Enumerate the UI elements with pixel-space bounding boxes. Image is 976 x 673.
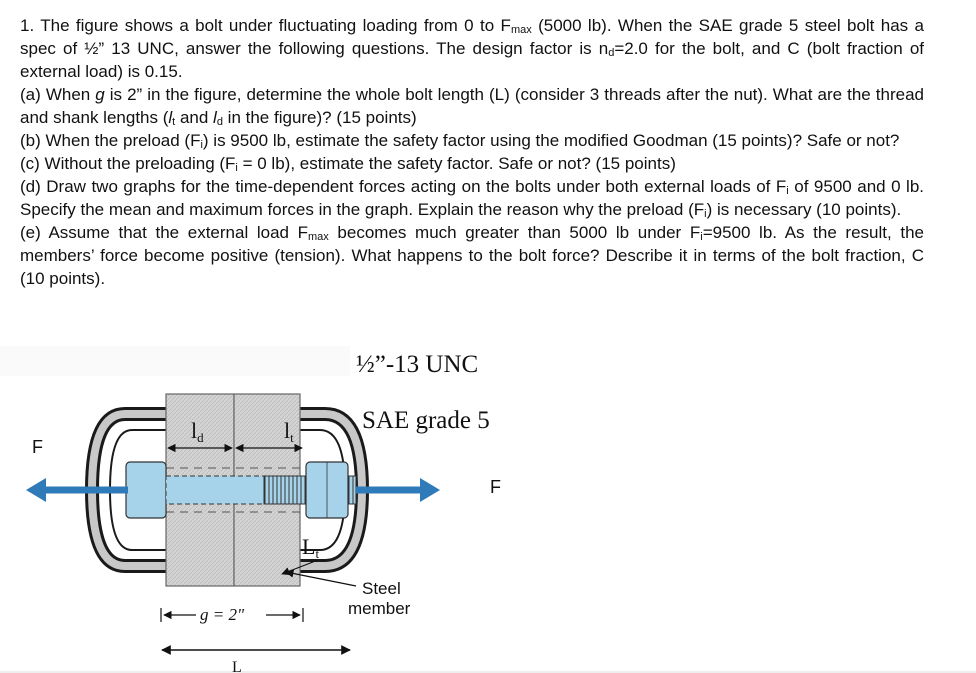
lt-label: lt <box>284 418 294 445</box>
background-smudge <box>0 346 350 376</box>
question-c: (c) Without the preloading ($F_i = 0$ lb), estimate the safety factor. Safe or not? (15 points) <box>20 154 676 174</box>
grade-label: SAE grade 5 <box>362 407 490 434</box>
question-d: (d) Draw two graphs for the time-dependent forces acting on the bolts under both external loads of $F_i$ of 9500 and 0 lb. Specify the mean and maximum forces in the graph. Explain the reason why the preload $(F_i)$ is necessary (10 points). <box>20 177 925 220</box>
spec-label: ½”-13 UNC <box>356 351 479 378</box>
question-e: (e) Assume that the external load $F_{max}$ becomes much greater than 5000 lb under $F_i=9500$ lb. As the result, the members’ force become positive (tension). What happens to the bolt force? Describe it in terms of the bolt fraction, C (10 points). <box>20 223 924 288</box>
steel-member-label-line1: Steel <box>362 579 401 598</box>
force-arrow-left <box>26 478 128 502</box>
protruding-thread <box>348 476 356 504</box>
ld-label: ld <box>191 418 204 445</box>
bolt-shank <box>166 476 264 504</box>
L-dimension-label: L <box>232 659 242 673</box>
problem-intro: 1. The figure shows a bolt under fluctuating loading from 0 to $F_{max}$ (5000 lb). When the SAE grade 5 steel bolt has a spec of ½” 13 UNC, answer the following questions. The design factor is $n_d=2.0$ for the bolt, and C (bolt fraction of external load) is 0.15. <box>20 16 924 81</box>
bolt-head <box>126 462 166 518</box>
steel-member-label-line2: member <box>348 599 411 618</box>
question-b: (b) When the preload $(F_i)$ is 9500 lb, estimate the safety factor using the modified Goodman (15 points)? Safe or not? <box>20 131 900 151</box>
bolt-thread <box>264 476 306 504</box>
g-dimension-label: g = 2" <box>200 605 245 624</box>
problem-statement <box>20 14 924 290</box>
force-label-left: F <box>32 437 43 457</box>
bolt-figure <box>0 340 976 673</box>
Lt-label: Lt <box>302 534 320 561</box>
force-label-right: F <box>490 477 501 497</box>
question-a: (a) When g is 2” in the figure, determine the whole bolt length (L) (consider 3 threads after the nut). What are the thread and shank lengths ($l_t$ and $l_d$ in the figure)? (15 points) <box>20 85 924 128</box>
